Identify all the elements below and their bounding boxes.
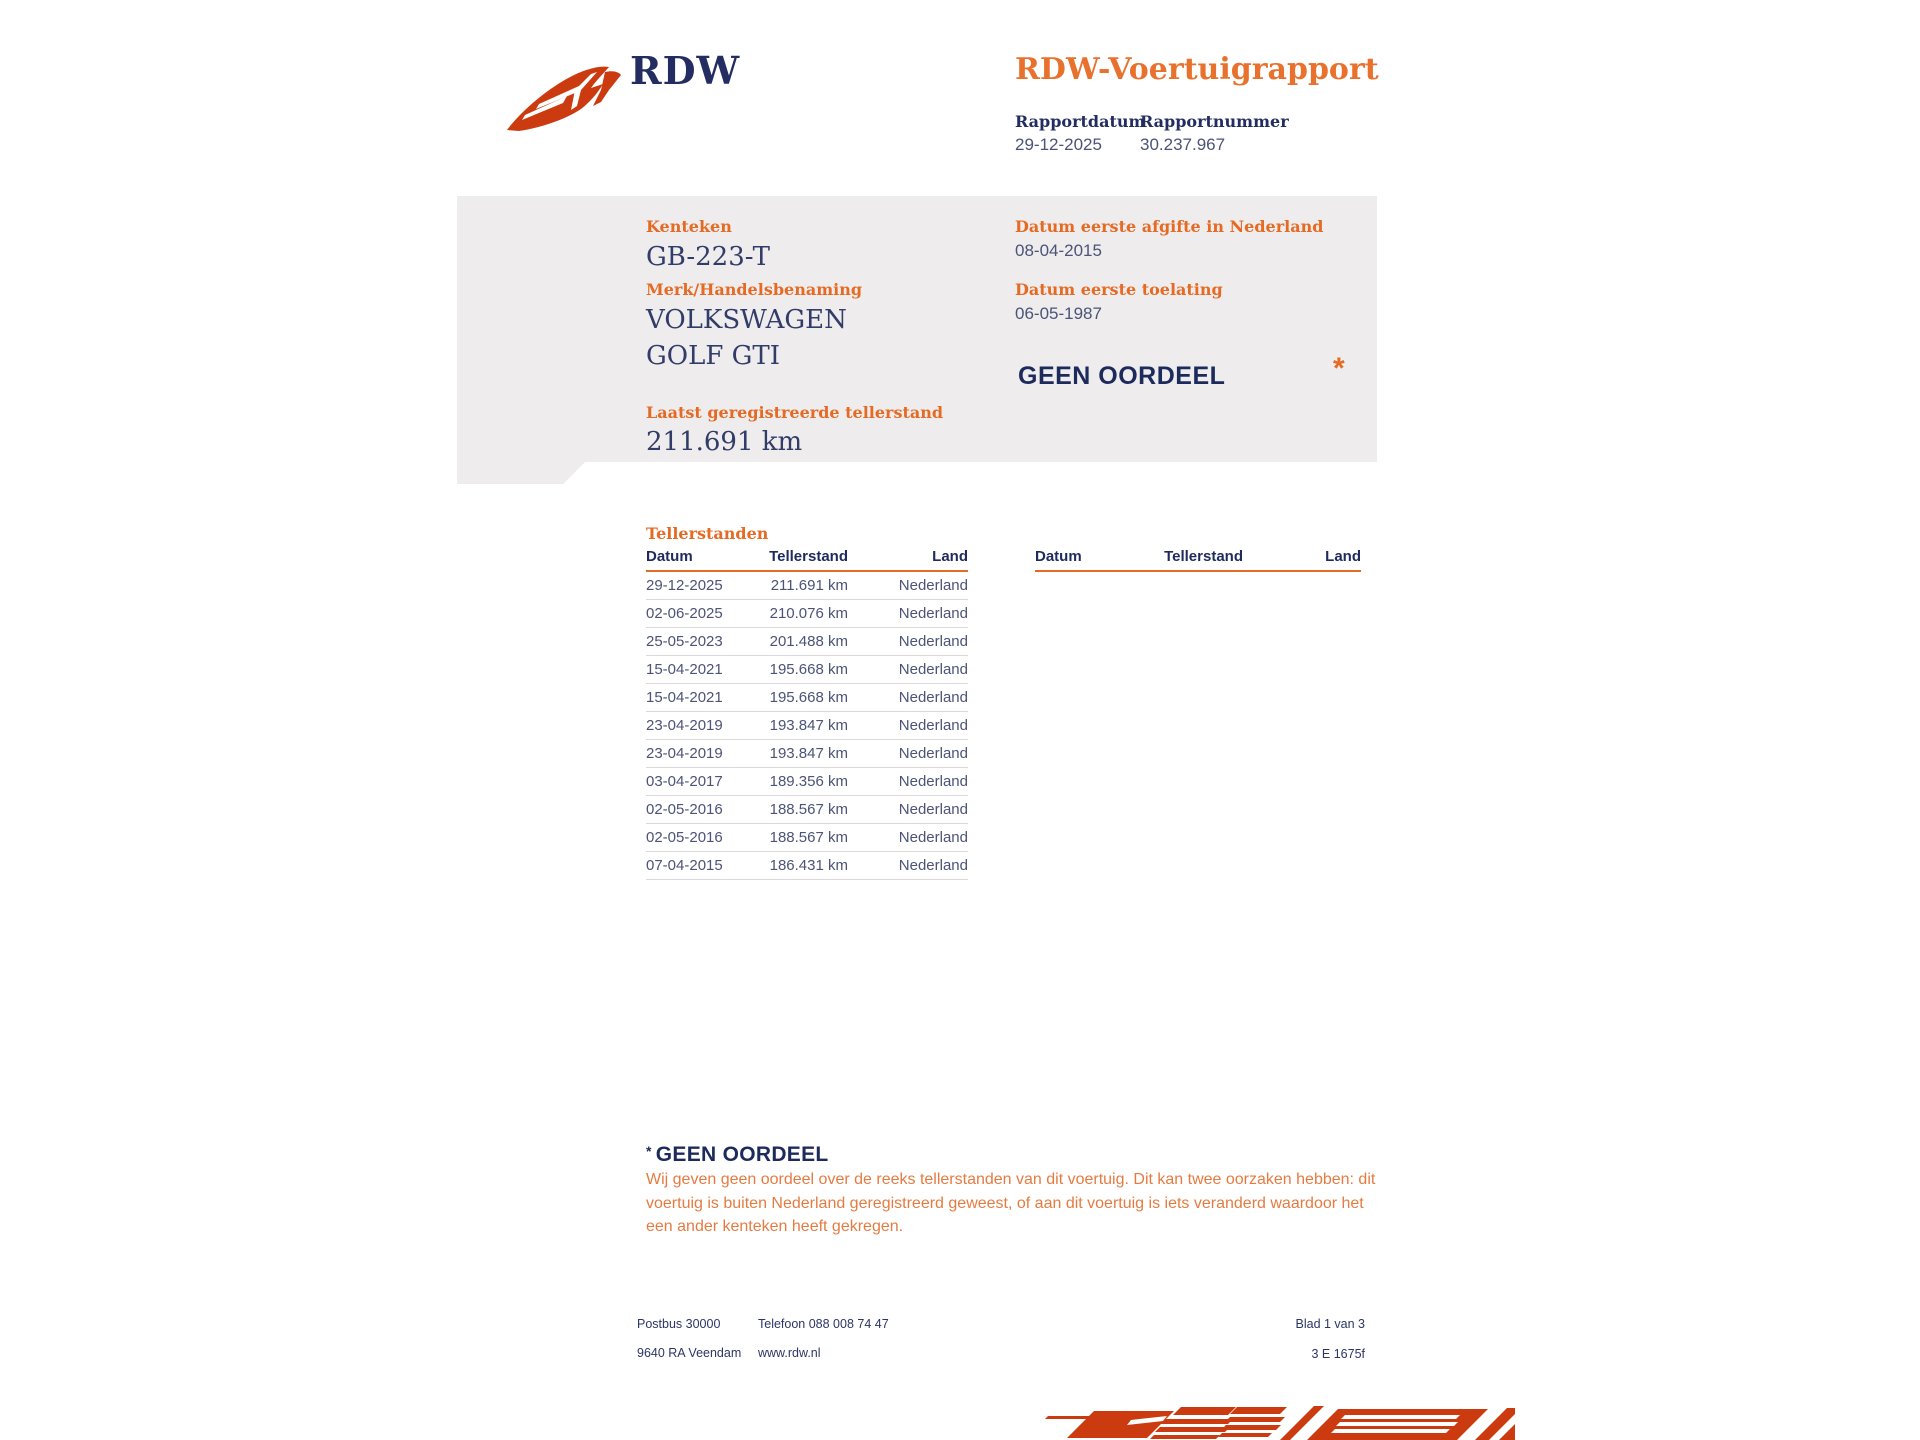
report-number-label: Rapportnummer — [1140, 112, 1289, 131]
column-header-datum-2: Datum — [1035, 548, 1082, 565]
afgifte-label: Datum eerste afgifte in Nederland — [1015, 217, 1324, 236]
report-date-label: Rapportdatum — [1015, 112, 1146, 131]
cell-datum: 25-05-2023 — [646, 633, 723, 650]
cell-tellerstand: 211.691 km — [770, 577, 848, 594]
table-row — [646, 712, 968, 740]
merk-label: Merk/Handelsbenaming — [646, 280, 863, 299]
tellerstanden-table — [646, 548, 968, 880]
tellerstanden-table-header — [646, 548, 968, 572]
column-header-tellerstand-2: Tellerstand — [1164, 548, 1243, 565]
verdict-text: GEEN OORDEEL — [1018, 362, 1226, 390]
tellerstanden-rows — [646, 572, 968, 880]
footer-page-number: Blad 1 van 3 — [1295, 1317, 1365, 1331]
table-row — [646, 684, 968, 712]
cell-datum: 15-04-2021 — [646, 661, 723, 678]
cell-land: Nederland — [898, 717, 968, 734]
cell-tellerstand: 186.431 km — [769, 857, 848, 874]
cell-land: Nederland — [898, 661, 968, 678]
page-title: RDW-Voertuigrapport — [1015, 52, 1379, 87]
cell-tellerstand: 195.668 km — [769, 689, 848, 706]
toelating-value: 06-05-1987 — [1015, 304, 1102, 323]
merk-value: VOLKSWAGEN GOLF GTI — [646, 305, 847, 371]
column-header-tellerstand: Tellerstand — [769, 548, 848, 565]
tellerstanden-table-2 — [1035, 548, 1361, 572]
footer-speed-stripes-graphic — [1045, 1404, 1515, 1440]
afgifte-value: 08-04-2015 — [1015, 241, 1102, 260]
cell-datum: 07-04-2015 — [646, 857, 723, 874]
column-header-land: Land — [932, 548, 968, 565]
cell-land: Nederland — [898, 857, 968, 874]
column-header-land-2: Land — [1325, 548, 1361, 565]
footer-address-line1: Postbus 30000 — [637, 1317, 721, 1331]
cell-tellerstand: 193.847 km — [769, 745, 848, 762]
table-row — [646, 768, 968, 796]
cell-tellerstand: 189.356 km — [769, 773, 848, 790]
cell-datum: 02-05-2016 — [646, 801, 723, 818]
cell-datum: 02-05-2016 — [646, 829, 723, 846]
toelating-label: Datum eerste toelating — [1015, 280, 1223, 299]
verdict-note-title: GEEN OORDEEL — [655, 1143, 829, 1166]
cell-land: Nederland — [898, 773, 968, 790]
column-header-datum: Datum — [646, 548, 693, 565]
cell-tellerstand: 188.567 km — [769, 829, 848, 846]
kenteken-value: GB-223-T — [646, 242, 770, 272]
table-row — [646, 824, 968, 852]
cell-land: Nederland — [898, 577, 968, 594]
cell-land: Nederland — [898, 801, 968, 818]
tellerstanden-table-2-header — [1035, 548, 1361, 572]
cell-datum: 03-04-2017 — [646, 773, 723, 790]
cell-land: Nederland — [898, 745, 968, 762]
cell-tellerstand: 210.076 km — [769, 605, 848, 622]
footer-page-block — [1240, 1317, 1365, 1361]
cell-land: Nederland — [898, 829, 968, 846]
table-row — [646, 852, 968, 880]
cell-land: Nederland — [898, 633, 968, 650]
cell-land: Nederland — [898, 689, 968, 706]
cell-datum: 02-06-2025 — [646, 605, 723, 622]
verdict-note-heading — [646, 1143, 829, 1167]
cell-datum: 23-04-2019 — [646, 745, 723, 762]
cell-datum: 23-04-2019 — [646, 717, 723, 734]
kenteken-label: Kenteken — [646, 217, 732, 236]
table-row — [646, 600, 968, 628]
verdict-note-body: Wij geven geen oordeel over de reeks tellerstanden van dit voertuig. Dit kan twee oorzaken hebben: dit voertuig is buiten Nederland geregistreerd geweest, of aan dit voertuig is iets veranderd waardoor het een ander kenteken heeft gekregen. — [646, 1171, 1376, 1235]
table-row — [646, 656, 968, 684]
rdw-logo-icon — [505, 60, 623, 132]
footer-website-link[interactable]: www.rdw.nl — [758, 1346, 821, 1360]
tellerstanden-heading: Tellerstanden — [646, 524, 769, 543]
footer-form-code: 3 E 1675f — [1311, 1347, 1365, 1361]
cell-tellerstand: 201.488 km — [769, 633, 848, 650]
tellerstand-label: Laatst geregistreerde tellerstand — [646, 403, 944, 422]
table-row — [646, 740, 968, 768]
cell-tellerstand: 195.668 km — [769, 661, 848, 678]
cell-tellerstand: 193.847 km — [769, 717, 848, 734]
table-row — [646, 572, 968, 600]
footer-phone: Telefoon 088 008 74 47 — [758, 1317, 889, 1331]
cell-datum: 29-12-2025 — [646, 577, 723, 594]
cell-datum: 15-04-2021 — [646, 689, 723, 706]
footer-address-line2: 9640 RA Veendam — [637, 1346, 742, 1360]
report-date-value: 29-12-2025 — [1015, 135, 1102, 154]
table-row — [646, 628, 968, 656]
tellerstand-value: 211.691 km — [646, 427, 803, 457]
verdict-note-asterisk: * — [646, 1143, 652, 1159]
cell-land: Nederland — [898, 605, 968, 622]
summary-box-tab — [457, 462, 585, 484]
table-row — [646, 796, 968, 824]
rdw-wordmark: RDW — [630, 48, 741, 93]
verdict-asterisk: * — [1333, 352, 1345, 385]
report-number-value: 30.237.967 — [1140, 135, 1226, 154]
cell-tellerstand: 188.567 km — [769, 801, 848, 818]
